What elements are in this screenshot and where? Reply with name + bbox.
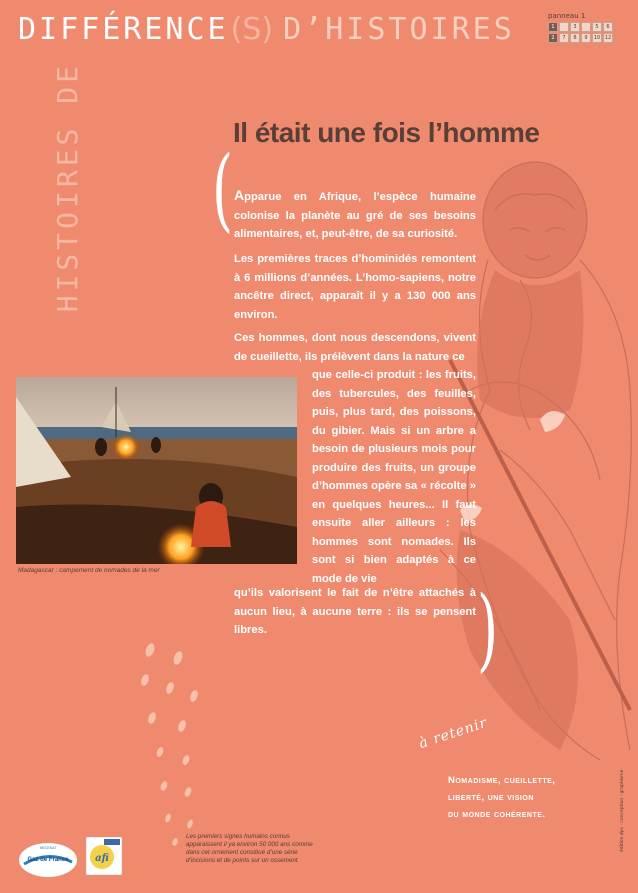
close-parenthesis-decoration: ) xyxy=(477,577,499,682)
panneau-cell: 3 xyxy=(570,22,580,32)
paragraph-3-start: Ces hommes, dont nous descendons, vivent de cueillette, ils prélèvent dans la nature ce xyxy=(234,332,476,363)
panneau-cell xyxy=(559,22,569,32)
open-parenthesis-decoration: ( xyxy=(212,137,234,242)
title-main: DIFFÉRENCE xyxy=(18,12,229,47)
drop-letter: A xyxy=(234,187,245,203)
panneau-grid xyxy=(548,22,618,43)
retenir-line-2: liberté, une vision xyxy=(448,792,534,803)
footnote: Les premiers signes humains connus apparaissent il ya environ 50 000 ans comme dans cet ornement constitué d’une série d’incisions et de points sur un ossement xyxy=(186,833,313,864)
panneau-cell: 9 xyxy=(581,33,591,43)
panneau-indicator xyxy=(548,12,618,43)
panneau-cell xyxy=(581,22,591,32)
panneau-cell: 6 xyxy=(603,22,613,32)
title-paren: (S) xyxy=(230,12,274,47)
vertical-title xyxy=(44,62,84,337)
panneau-cell: 10 xyxy=(593,35,601,41)
retenir-line-1: Nomadisme, cueillette, xyxy=(448,775,556,786)
title-second: D’HISTOIRES xyxy=(283,12,515,47)
paragraph-3-middle: que celle-ci produit : les fruits, des tubercules, des feuilles, puis, plus tard, des poissons, du gibier. Mais si un arbre a besoin de plusieurs mois pour produire des fruits, un groupe d’hommes opère sa « récolte » en quelques heures... Il faut ensuite aller ailleurs : les hommes sont nomades. Ils sont si bien adaptés à ce mode de vie xyxy=(312,369,476,585)
incised-dots-decoration xyxy=(130,640,210,850)
paragraph-1 xyxy=(234,186,476,244)
panneau-cell: 1 xyxy=(548,22,558,32)
article-headline: Il était une fois l’homme xyxy=(233,117,540,148)
retenir-line-3: du monde cohérente. xyxy=(448,809,546,820)
retenir-summary xyxy=(448,772,598,823)
panneau-cell: 8 xyxy=(570,33,580,43)
afi-logo-text: afi xyxy=(95,853,109,864)
paragraph-2: Les premières traces d’hominidés remontent à 6 millions d’années. L’homo-sapiens, notre ancêtre direct, apparaît il y a 130 000 ans environ. xyxy=(234,253,476,321)
retenir-label: à retenir xyxy=(417,714,490,752)
panneau-label: panneau 1 xyxy=(548,12,586,20)
paragraph-3-end: qu’ils valorisent le fait de n’être attachés à aucun lieu, à aucune terre : ils se pensent libres. xyxy=(234,587,476,636)
gdf-logo-small-text: MECENAT xyxy=(39,846,57,850)
panneau-cell: 12 xyxy=(604,35,612,41)
panneau-cell: 2 xyxy=(548,33,558,43)
paragraph-1-text: pparue en Afrique, l’espèce humaine colonise la planète au gré de ses besoins alimentaires, et, peut-être, de sa curiosité. xyxy=(234,191,476,240)
poster-title xyxy=(18,12,515,54)
afi-logo xyxy=(84,835,124,877)
photo-caption: Madagascar : campement de nomades de la mer xyxy=(18,567,160,574)
vertical-title-text: HISTOIRES DE xyxy=(51,62,84,313)
credit-line: édition dpc · conception · graphisme xyxy=(620,769,625,852)
gdf-logo-text: Gaz de France xyxy=(27,857,69,863)
nomad-camp-photo xyxy=(16,377,297,564)
panneau-cell: 7 xyxy=(559,33,569,43)
gaz-de-france-logo xyxy=(18,840,78,878)
panneau-cell: 5 xyxy=(592,22,602,32)
